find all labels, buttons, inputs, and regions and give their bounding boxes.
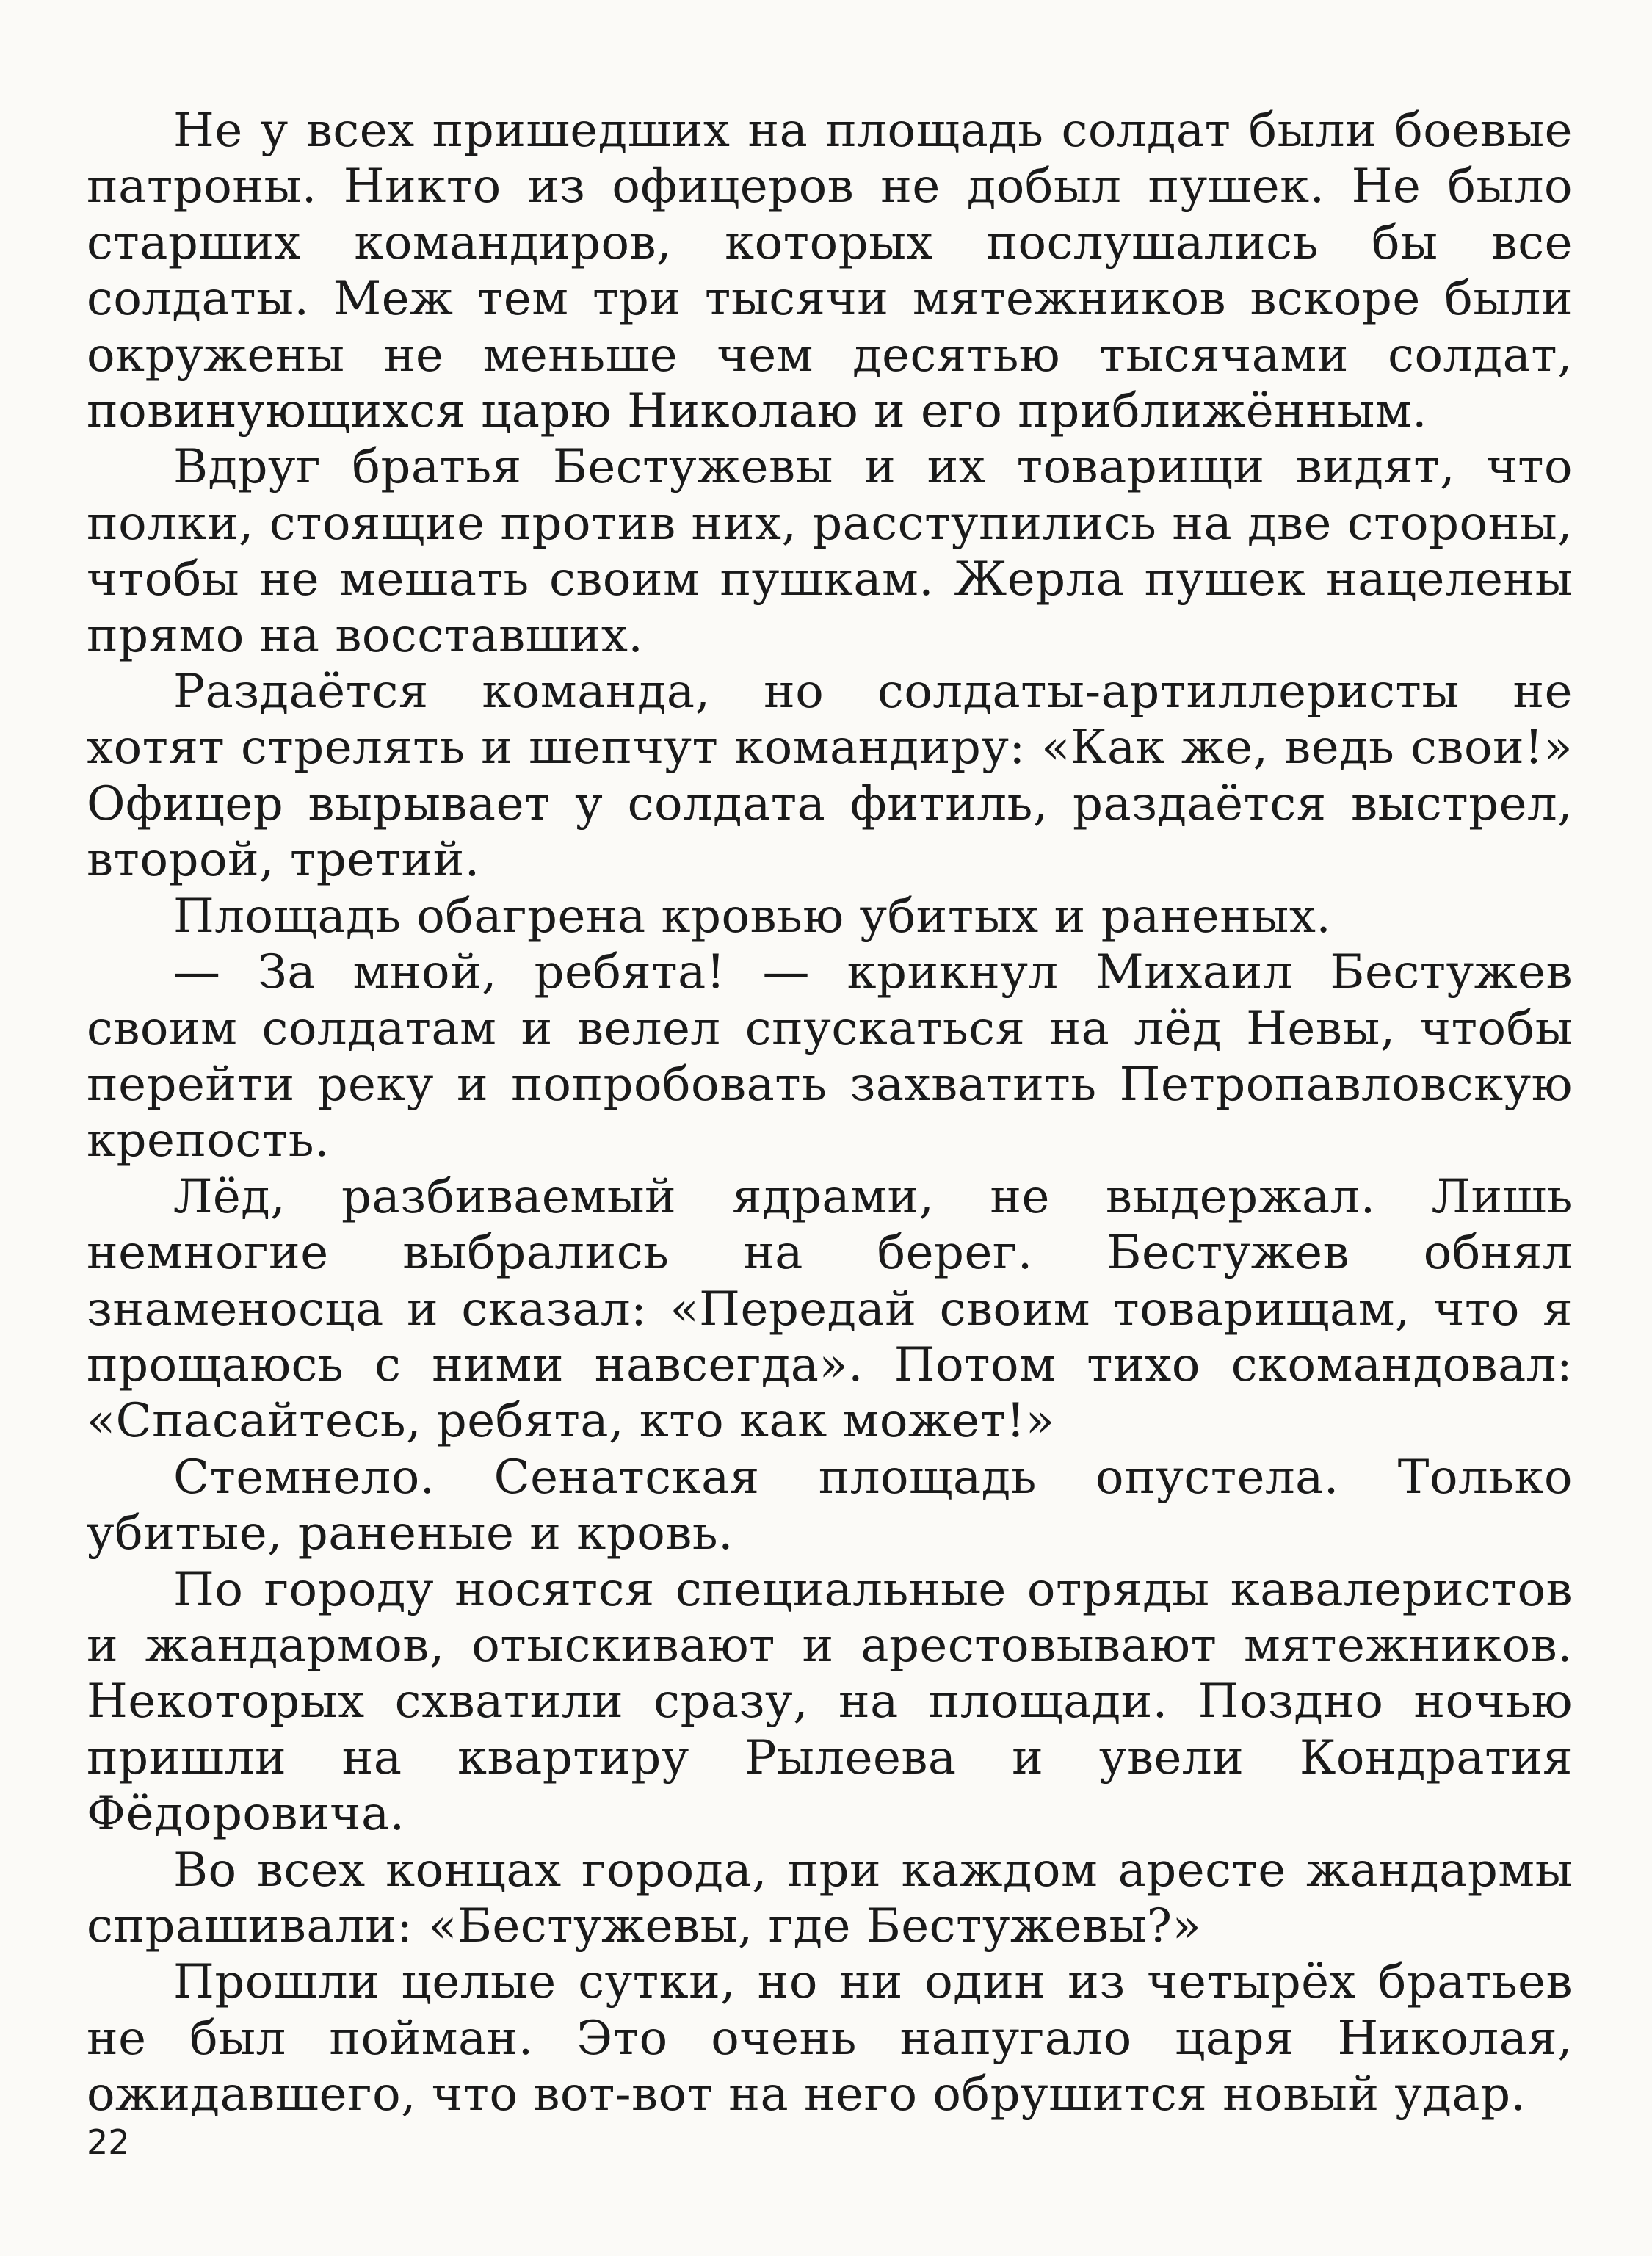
- page-number: 22: [87, 2122, 130, 2162]
- paragraph: По городу носятся специальные отряды кавалеристов и жандармов, отыскивают и арестовывают мятежников. Некоторых схватили сразу, на площади. Поздно ночью пришли на квартиру Рылеева и увели Кондратия Фёдоровича.: [87, 1562, 1573, 1842]
- paragraph: Раздаётся команда, но солдаты-артиллеристы не хотят стрелять и шепчут командиру: «Как же, ведь свои!» Офицер вырывает у солдата фитиль, раздаётся выстрел, второй, третий.: [87, 665, 1573, 888]
- paragraph: Площадь обагрена кровью убитых и раненых.: [173, 889, 1332, 944]
- page-body: [87, 103, 1573, 2123]
- paragraph: Во всех концах города, при каждом аресте жандармы спрашивали: «Бестужевы, где Бестужевы?»: [87, 1843, 1573, 1953]
- paragraph: Вдруг братья Бестужевы и их товарищи видят, что полки, стоящие против них, расступились на две стороны, чтобы не мешать своим пушкам. Жерла пушек нацелены прямо на восставших.: [87, 440, 1573, 663]
- paragraph: Прошли целые сутки, но ни один из четырёх братьев не был пойман. Это очень напугало царя Николая, ожидавшего, что вот-вот на него обрушится новый удар.: [87, 1955, 1573, 2122]
- paragraph: — За мной, ребята! — крикнул Михаил Бестужев своим солдатам и велел спускаться на лёд Невы, чтобы перейти реку и попробовать захватить Петропавловскую крепость.: [87, 945, 1573, 1168]
- paragraph: Лёд, разбиваемый ядрами, не выдержал. Лишь немногие выбрались на берег. Бестужев обнял знаменосца и сказал: «Передай своим товарищам, что я прощаюсь с ними навсегда». Потом тихо скомандовал: «Спасайтесь, ребята, кто как может!»: [87, 1169, 1573, 1449]
- paragraph: Стемнело. Сенатская площадь опустела. Только убитые, раненые и кровь.: [87, 1450, 1573, 1561]
- paragraph: Не у всех пришедших на площадь солдат были боевые патроны. Никто из офицеров не добыл пушек. Не было старших командиров, которых послушались бы все солдаты. Меж тем три тысячи мятежников вскоре были окружены не меньше чем десятью тысячами солдат, повинующихся царю Николаю и его приближённым.: [87, 104, 1573, 439]
